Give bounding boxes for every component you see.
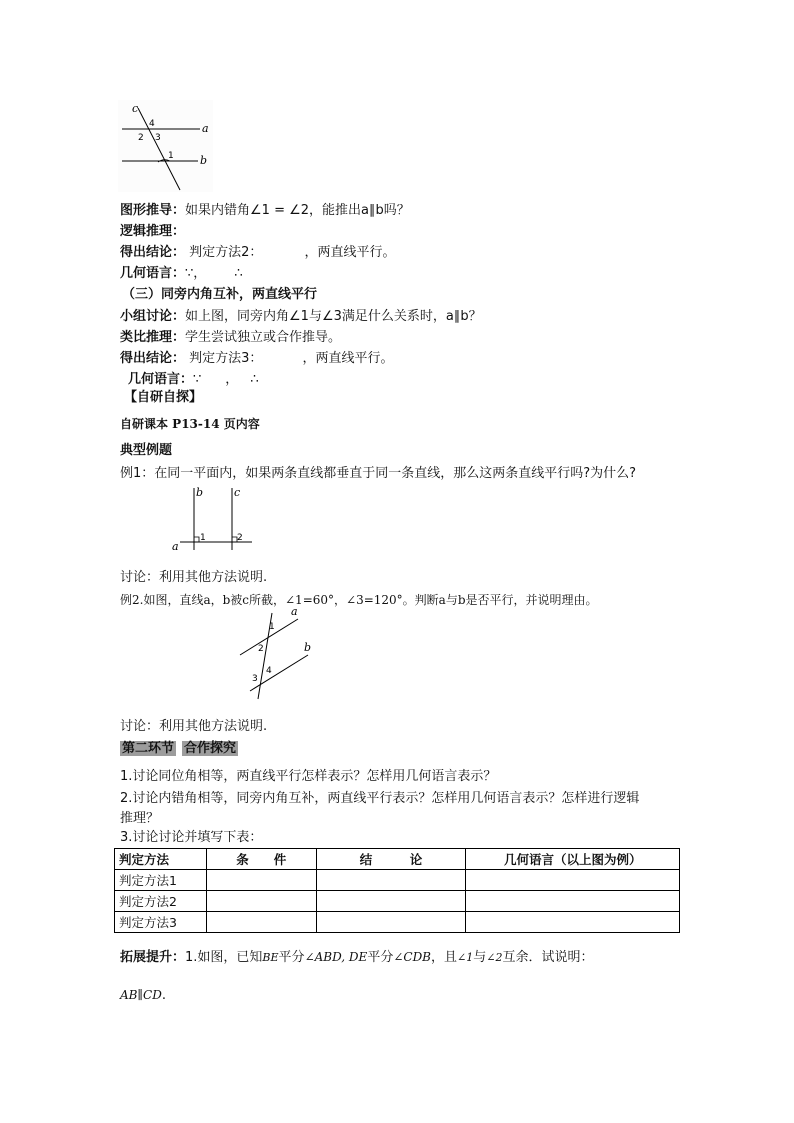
question-3: 3.讨论讨论并填写下表：	[120, 830, 263, 845]
label-a: a	[291, 605, 298, 618]
label: 类比推理：	[120, 330, 186, 345]
example-1: 例1：在同一平面内，如果两条直线都垂直于同一条直线，那么这两条直线平行吗?为什么?	[120, 466, 637, 481]
section-two-heading	[120, 739, 238, 759]
table-cell[interactable]	[206, 912, 316, 933]
label: 图形推导：	[120, 203, 186, 218]
table-row	[115, 870, 680, 891]
table-cell: 判定方法3	[115, 912, 207, 933]
label-2: 2	[237, 533, 243, 543]
table-cell: 判定方法2	[115, 891, 207, 912]
figure-perpendicular-lines	[168, 484, 256, 554]
text: 如果内错角∠1 = ∠2，能推出a∥b吗？	[185, 203, 410, 218]
label-2: 2	[138, 133, 144, 143]
therefore: ∴	[234, 266, 243, 281]
t5: 与	[473, 950, 487, 965]
label: 逻辑推理：	[120, 224, 186, 239]
label: 几何语言：	[120, 266, 186, 281]
line-figure-deduction	[120, 201, 410, 221]
t6: 互余．试说明：	[502, 950, 594, 965]
question-1: 1.讨论同位角相等，两直线平行怎样表示？怎样用几何语言表示？	[120, 769, 497, 784]
label-1: 1	[269, 622, 275, 632]
math-cdb: ∠CDB	[393, 950, 432, 964]
figure-parallel-lines-transversal	[118, 100, 213, 192]
example-2: 例2.如图，直线a，b被c所截，∠1=60°，∠3=120°。判断a与b是否平行，并说明理由。	[120, 593, 598, 607]
line-logical-reasoning	[120, 222, 185, 242]
label-c: c	[234, 486, 241, 499]
label: 拓展提升：	[120, 950, 186, 965]
table-header: 判定方法	[115, 849, 207, 870]
comma: ，	[193, 266, 207, 281]
period: .	[161, 988, 166, 1003]
table-cell[interactable]	[466, 870, 680, 891]
section-label: 第二环节	[122, 741, 175, 756]
t2: 平分	[278, 950, 305, 965]
self-study-content: 自研课本 P13-14 页内容	[120, 417, 260, 431]
label-a: a	[202, 122, 209, 135]
extension-conclusion	[120, 985, 166, 1006]
table-cell: 判定方法1	[115, 870, 207, 891]
label: 几何语言：	[128, 372, 194, 387]
line-conclusion-2	[120, 243, 395, 263]
criteria-table	[114, 848, 680, 933]
discussion-1: 讨论：利用其他方法说明.	[120, 570, 268, 585]
label-b: b	[304, 641, 312, 654]
question-2-cont: 推理？	[120, 811, 160, 826]
math-angle2: ∠2	[486, 951, 503, 964]
label-3: 3	[155, 133, 161, 143]
math-abd: ∠ABD, DE	[304, 950, 368, 964]
table-row	[115, 891, 680, 912]
table-cell[interactable]	[206, 891, 316, 912]
text: 判定方法3：	[189, 351, 263, 366]
table-cell[interactable]	[466, 912, 680, 933]
table-cell[interactable]	[316, 891, 466, 912]
table-cell[interactable]	[206, 870, 316, 891]
because: ∵	[185, 266, 194, 281]
label-4: 4	[266, 666, 272, 676]
line-geometric-language-2	[120, 264, 243, 284]
section-three-heading: （三）同旁内角互补，两直线平行	[122, 287, 318, 302]
figure-example-2	[238, 605, 318, 700]
t1: 1.如图，已知	[185, 950, 263, 965]
table-row	[115, 912, 680, 933]
table-cell[interactable]	[316, 870, 466, 891]
table-header: 结 论	[316, 849, 466, 870]
table-header: 几何语言（以上图为例）	[466, 849, 680, 870]
text2: ，两直线平行。	[302, 351, 394, 366]
text2: ，两直线平行。	[304, 245, 396, 260]
label-1: 1	[200, 533, 206, 543]
text: 如上图，同旁内角∠1与∠3满足什么关系时，a∥b？	[185, 309, 482, 324]
typical-examples-heading: 典型例题	[120, 443, 173, 458]
label-a: a	[172, 540, 179, 553]
comma: ，	[225, 372, 239, 387]
text: 判定方法2：	[189, 245, 263, 260]
label-4: 4	[149, 119, 155, 129]
discussion-2: 讨论：利用其他方法说明.	[120, 719, 268, 734]
text: 学生尝试独立或合作推导。	[185, 330, 342, 345]
t3: 平分	[367, 950, 394, 965]
math-ab-parallel-cd: AB∥CD	[120, 988, 162, 1002]
label-b: b	[200, 154, 208, 167]
math-be: BE	[262, 951, 279, 964]
label-1: 1	[168, 151, 174, 161]
t4: ，且	[431, 950, 458, 965]
table-cell[interactable]	[316, 912, 466, 933]
label-2: 2	[258, 644, 264, 654]
because: ∵	[193, 372, 202, 387]
label-b: b	[196, 486, 204, 499]
line-conclusion-3	[120, 349, 393, 369]
table-header: 条 件	[206, 849, 316, 870]
line-analogy	[120, 328, 341, 348]
label-3: 3	[252, 674, 258, 684]
math-angle1: ∠1	[457, 951, 474, 964]
table-header-row	[115, 849, 680, 870]
extension-problem	[120, 947, 594, 968]
section-title: 合作探究	[184, 741, 237, 756]
line-group-discussion	[120, 307, 482, 327]
label: 得出结论：	[120, 351, 186, 366]
question-2: 2.讨论内错角相等，同旁内角互补，两直线平行表示？怎样用几何语言表示？怎样进行逻辑	[120, 791, 640, 806]
label: 得出结论：	[120, 245, 186, 260]
self-study-heading: 【自研自探】	[124, 390, 203, 405]
therefore: ∴	[250, 372, 259, 387]
label-c: c	[132, 102, 139, 115]
label: 小组讨论：	[120, 309, 186, 324]
line-geometric-language-3	[128, 370, 259, 390]
table-cell[interactable]	[466, 891, 680, 912]
